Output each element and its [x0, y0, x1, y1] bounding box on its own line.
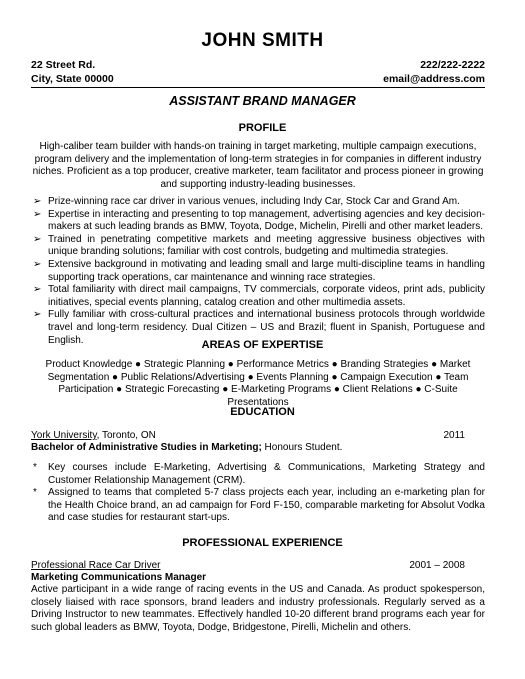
expertise-heading: AREAS OF EXPERTISE	[201, 339, 324, 351]
degree-name: Bachelor of Administrative Studies in Marketing;	[31, 442, 262, 453]
profile-bullets	[31, 196, 485, 347]
employment-dates: 2001 – 2008	[409, 560, 465, 571]
arrow-bullet-icon: ➢	[33, 233, 42, 245]
list-item: * Key courses include E-Marketing, Advertising & Communications, Marketing Strategy and Customer Relationship Management (CRM).	[33, 462, 485, 486]
arrow-bullet-icon: ➢	[33, 208, 42, 220]
education-school-row	[31, 430, 465, 443]
education-bullets	[31, 462, 485, 525]
asterisk-bullet-icon: *	[33, 487, 37, 499]
address-line-1: 22 Street Rd.	[31, 59, 96, 71]
graduation-year: 2011	[443, 430, 465, 441]
honours: Honours Student.	[261, 442, 343, 453]
arrow-bullet-icon: ➢	[33, 309, 42, 321]
education-heading: EDUCATION	[230, 406, 295, 418]
list-item: ➢ Fully familiar with cross-cultural practices and international business protocols through worldwide travel and long-term residency. Dual Citizen – US and Brazil; fluent in Spanish, Portuguese and English.	[33, 309, 485, 346]
arrow-bullet-icon: ➢	[33, 284, 42, 296]
degree-line	[31, 442, 485, 455]
experience-employer-row	[31, 560, 465, 573]
list-item: ➢ Extensive background in motivating and leading small and large multi-discipline teams in handling supporting track operations, car maintenance and winning race strategies.	[33, 258, 485, 283]
address-line-2: City, State 00000	[31, 73, 114, 85]
email-address: email@address.com	[383, 73, 485, 85]
contact-block	[383, 58, 485, 86]
school-name: York University	[31, 430, 97, 441]
experience-description: Active participant in a wide range of racing events in the US and Canada. As product spokesperson, closely liaised with race sponsors, brand leaders and industry professionals. Regularly served as a Driving Instructor to new teammates. Effectively handled 10-20 different brand programs each year for such global leaders as BMW, Toyota, Dodge, Bridgestone, Pirelli, Michelin and others.	[31, 584, 485, 633]
profile-heading: PROFILE	[238, 122, 287, 134]
list-item: ➢ Trained in penetrating competitive markets and meeting aggressive business objectives with unique branding solutions; familiar with cost controls, budgeting and multimedia strategies.	[33, 233, 485, 258]
list-item: ➢ Prize-winning race car driver in various venues, including Indy Car, Stock Car and Grand Am.	[33, 196, 460, 207]
list-item: ➢ Total familiarity with direct mail campaigns, TV commercials, corporate videos, print ads, publicity initiatives, special events planning, catalog creation and other multimedia assets.	[33, 284, 485, 308]
arrow-bullet-icon: ➢	[33, 258, 42, 270]
employer-name: Professional Race Car Driver	[31, 560, 161, 571]
candidate-name: JOHN SMITH	[201, 30, 324, 51]
arrow-bullet-icon: ➢	[33, 196, 42, 207]
role-title: Marketing Communications Manager	[31, 572, 207, 583]
asterisk-bullet-icon: *	[33, 462, 37, 473]
header-divider	[31, 87, 485, 88]
list-item: * Assigned to teams that completed 5-7 class projects each year, including an e-marketing plan for the Health Choice brand, an ad campaign for Ford F-150, comparable marketing for Absolut Vodka and case studies for restaurant start-ups.	[33, 487, 485, 524]
profile-summary: High-caliber team builder with hands-on training in target marketing, multiple campaign executions, program delivery and the implementation of long-term strategies in for companies in different industry niches. Proficient as a top producer, creative marketer, team facilitator and process pioneer in growing and supporting industry-leading businesses.	[32, 141, 484, 190]
job-title: ASSISTANT BRAND MANAGER	[169, 94, 356, 108]
address-block	[31, 58, 114, 86]
list-item: ➢ Expertise in interacting and presenting to top management, advertising agencies and key decision-makers at such leading brands as BMW, Toyota, Dodge, Michelin, Pirelli and other market leaders.	[33, 208, 485, 233]
phone-number: 222/222-2222	[420, 59, 485, 71]
expertise-list: Product Knowledge ● Strategic Planning ● Performance Metrics ● Branding Strategies ● Market Segmentation ● Public Relations/Advertising ● Events Planning ● Campaign Execution ● Team Participation ● Strategic Forecasting ● E-Marketing Programs ● Client Relations ● C-Suite Presentations	[45, 359, 471, 408]
school-location: , Toronto, ON	[96, 430, 156, 441]
experience-heading: PROFESSIONAL EXPERIENCE	[182, 537, 343, 549]
